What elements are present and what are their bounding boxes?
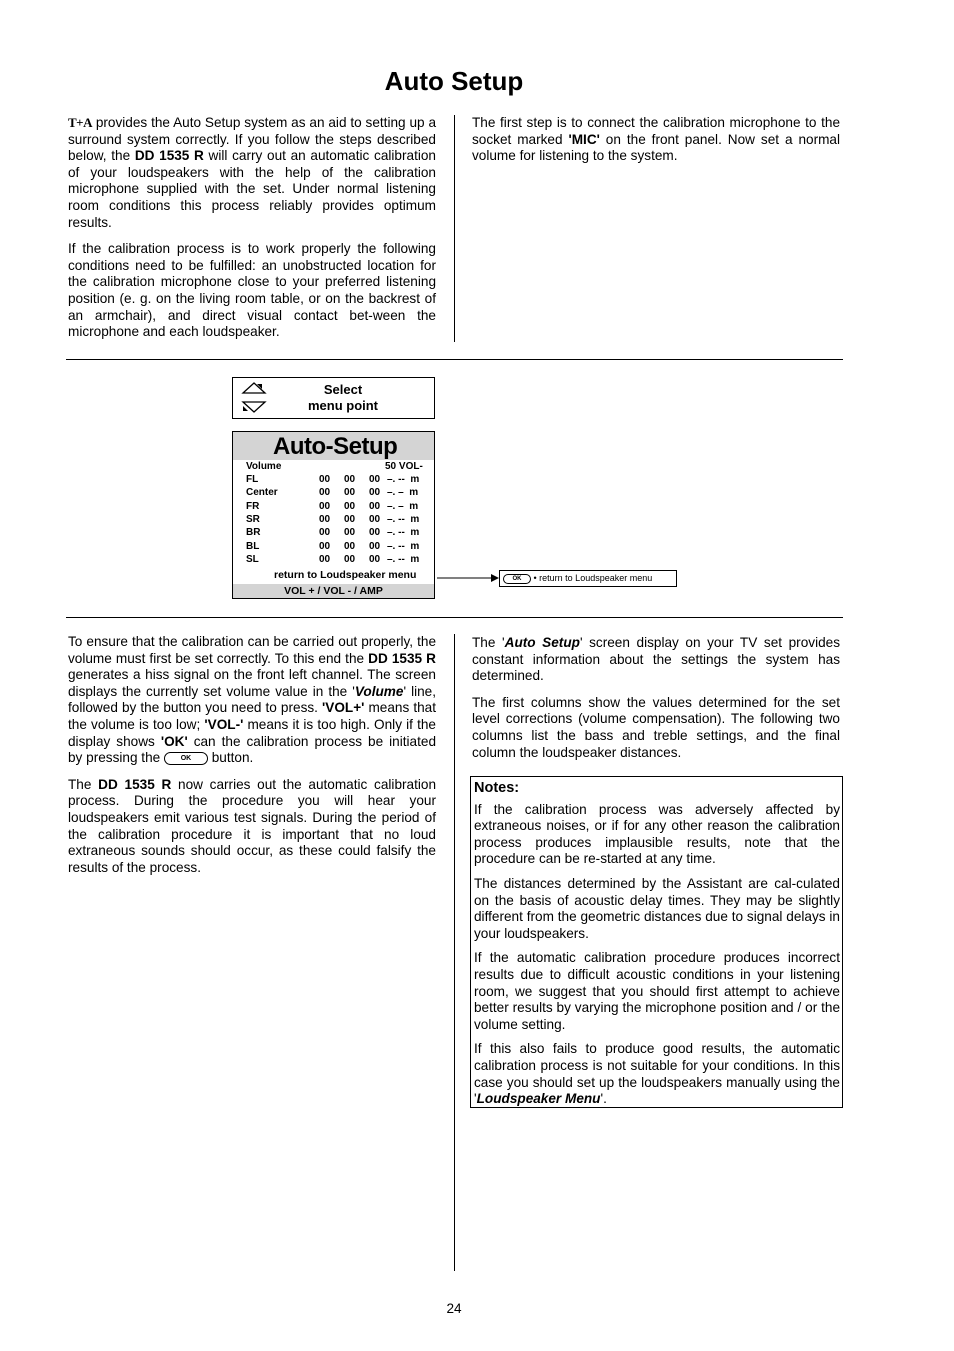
return-to-loudspeaker-menu: return to Loudspeaker menu <box>274 569 417 581</box>
note-4: If this also fails to produce good results, the automatic calibration process is not suitable for your conditions. In this case you should set up the loudspeakers manually using the 'Loudspeaker Menu'. <box>474 1041 840 1107</box>
level-value: 00 <box>319 527 331 539</box>
speaker-name: BR <box>246 527 261 539</box>
body-right-column <box>472 635 840 771</box>
distance-value: –. -- m <box>387 553 420 565</box>
treble-value: 00 <box>369 474 381 485</box>
distance-value: –. -- m <box>387 527 420 539</box>
intro-right-paragraph: The first step is to connect the calibration microphone to the socket marked 'MIC' on the front panel. Now set a normal volume for listening to the system. <box>472 115 840 164</box>
brand-logo: T+A <box>68 115 92 130</box>
note-1: If the calibration process was adversely affected by extraneous noises, or if for any other reason the calibration process produces implausible results, note that the procedure can be re-started at any time. <box>474 801 840 867</box>
treble-value: 00 <box>369 553 381 565</box>
columns-paragraph: The first columns show the values determined for the set level corrections (volume compensation). The following two columns list the bass and treble settings, and the final column the loudspeaker distances. <box>472 694 840 760</box>
column-divider-bottom <box>454 634 455 1271</box>
level-value: 00 <box>319 513 331 525</box>
treble-value: 00 <box>369 487 381 499</box>
screen-footer: VOL + / VOL - / AMP <box>233 584 434 598</box>
distance-value: –. -- m <box>387 474 420 485</box>
speaker-name: FL <box>246 474 259 485</box>
bass-value: 00 <box>344 553 356 565</box>
calibration-paragraph: The DD 1535 R now carries out the automatic calibration process. During the procedure you will hear your loudspeakers emit various test signals. During the period of the calibration procedure it is important that no loud extraneous sounds should occur, as these could falsify the results of the process. <box>68 776 437 875</box>
return-menu-text: • return to Loudspeaker menu <box>533 573 653 583</box>
section-divider-top <box>66 359 843 360</box>
bass-value: 00 <box>344 474 356 485</box>
intro-right-column <box>472 115 840 175</box>
note-2: The distances determined by the Assistant are cal-culated on the basis of acoustic delay times. They may be slightly different from the geometric distances due to signal delays in your loudspeakers. <box>474 875 840 941</box>
notes-heading: Notes: <box>474 780 520 796</box>
distance-value: –. -- m <box>387 513 420 525</box>
speaker-name: FR <box>246 500 260 512</box>
treble-value: 00 <box>369 527 381 539</box>
auto-setup-screen <box>232 431 435 599</box>
treble-value: 00 <box>369 500 381 512</box>
volume-value: 50 VOL- <box>385 461 423 472</box>
select-menu-point-label: Select menu point <box>307 382 379 413</box>
autosetup-display-paragraph: The 'Auto Setup' screen display on your TV set provides constant information about the settings the system has determined. <box>472 635 841 684</box>
volume-paragraph: To ensure that the calibration can be carried out properly, the volume must first be set correctly. To this end the DD 1535 R generates a hiss signal on the front left channel. The screen displays the currently set volume value in the 'Volume' line, followed by the button you need to press. 'VOL+' means that the volume is too low; 'VOL-' means it is too high. Only if the display shows 'OK' can the calibration process be initiated by pressing the OK button. <box>68 634 437 766</box>
speaker-name: SL <box>246 553 259 565</box>
distance-value: –. – m <box>387 487 419 499</box>
treble-value: 00 <box>369 513 381 525</box>
distance-value: –. -- m <box>387 540 420 552</box>
notes-content <box>474 777 840 1108</box>
level-value: 00 <box>319 474 331 485</box>
screen-title: Auto-Setup <box>273 433 398 460</box>
page-title: Auto Setup <box>384 66 524 96</box>
distance-value: –. – m <box>387 500 419 512</box>
screen-header <box>233 432 434 460</box>
volume-label: Volume <box>246 461 282 472</box>
return-menu-box <box>499 570 677 587</box>
speaker-name: SR <box>246 513 260 525</box>
ok-button-icon: OK <box>503 574 531 584</box>
bass-value: 00 <box>344 513 356 525</box>
select-menu-point-box <box>232 377 435 419</box>
speaker-name: Center <box>246 487 278 499</box>
level-value: 00 <box>319 540 331 552</box>
bass-value: 00 <box>344 540 356 552</box>
ok-button-icon: OK <box>164 752 208 765</box>
bass-value: 00 <box>344 500 356 512</box>
body-left-column <box>68 634 436 886</box>
treble-value: 00 <box>369 540 381 552</box>
level-value: 00 <box>319 487 331 499</box>
pointer-arrow-icon <box>437 572 501 584</box>
speaker-name: BL <box>246 540 260 552</box>
intro-paragraph-2: If the calibration process is to work properly the following conditions need to be fulfilled: an unobstructed location for the calibration microphone close to your preferred listening position (e. g. on the living room table, or on the backrest of an armchair), and direct visual contact bet-ween the microphone and each loudspeaker. <box>68 241 436 340</box>
intro-paragraph-1: T+A provides the Auto Setup system as an aid to setting up a surround system correctly. If you follow the steps described below, the DD 1535 R will carry out an automatic calibration of your loudspeakers with the help of the calibration microphone supplied with the set. Under normal listening room conditions this process reliably provides optimum results. <box>68 115 436 230</box>
bass-value: 00 <box>344 487 356 499</box>
section-divider-bottom <box>66 617 843 618</box>
notes-box <box>470 776 843 1108</box>
intro-left-column <box>68 115 436 351</box>
level-value: 00 <box>319 500 331 512</box>
page-number: 24 <box>446 1301 462 1316</box>
level-value: 00 <box>319 553 331 565</box>
column-divider-top <box>454 115 455 342</box>
bass-value: 00 <box>344 527 356 539</box>
note-3: If the automatic calibration procedure produces incorrect results due to difficult acoustic conditions in your listening room, we suggest that you should first attempt to achieve better results by varying the microphone position and / or the volume setting. <box>474 950 840 1032</box>
